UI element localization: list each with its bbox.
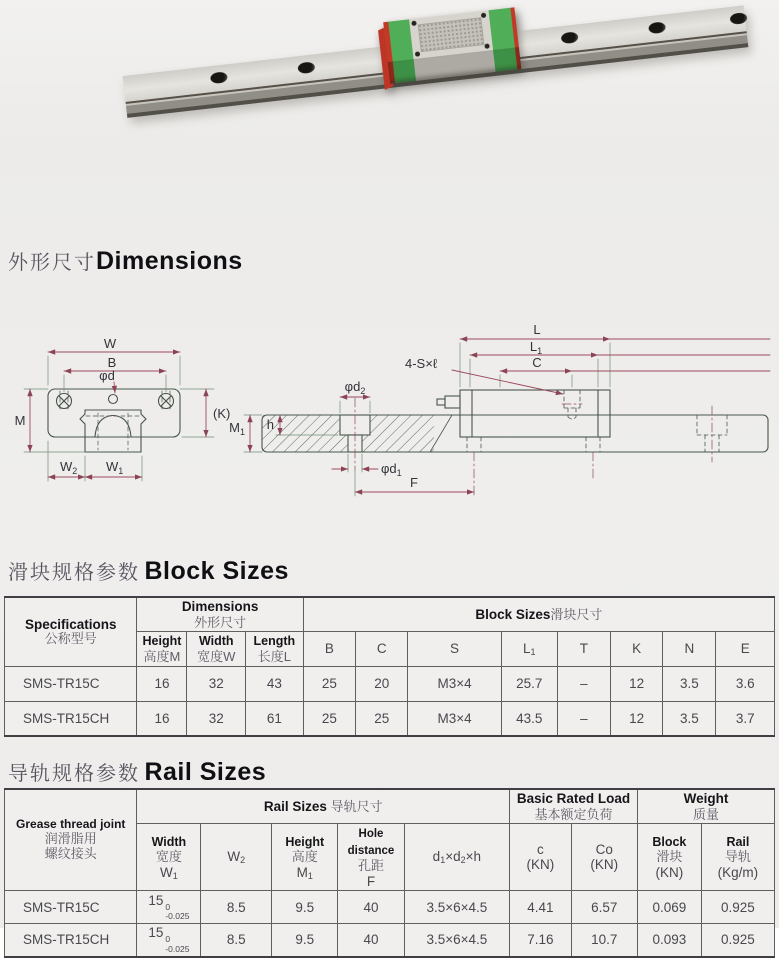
col-header-E: E	[716, 632, 775, 666]
col-header-S: S	[408, 632, 501, 666]
product-photo	[70, 0, 760, 175]
linear-rail-image	[123, 5, 749, 117]
dim-label-phi-d2: $\varphi d_2$	[344, 379, 366, 396]
dim-label-W: W	[103, 336, 117, 351]
col-header-C: C	[356, 632, 408, 666]
header-rated-load-group: Basic Rated Load 基本额定负荷	[510, 789, 638, 824]
col-header-block-weight: Block 滑块 (KN)	[637, 824, 701, 891]
col-header-F: Hole distance 孔距 F	[338, 824, 404, 891]
header-rail-sizes-group: Rail Sizes 导轨尺寸	[137, 789, 510, 824]
cell-C: 20	[356, 666, 408, 701]
rail-sizes-heading	[8, 757, 266, 787]
cell-c: 7.16	[510, 924, 572, 957]
cell-S: M3×4	[408, 666, 501, 701]
cell-F: 40	[338, 891, 404, 924]
cell-length: 43	[246, 666, 304, 701]
cell-K: 12	[610, 701, 662, 736]
cell-W1: 15 0 -0.025	[137, 924, 201, 957]
cell-S: M3×4	[408, 701, 501, 736]
dim-label-W2: $W_2$	[60, 459, 78, 476]
cell-length: 61	[246, 701, 304, 736]
dim-label-L1: $L_1$	[529, 339, 543, 356]
block-sizes-heading-en: Block Sizes	[144, 557, 289, 585]
block-screw-hole	[411, 21, 417, 27]
header-block-sizes-group: Block Sizes滑块尺寸	[303, 597, 774, 632]
cell-d1d2h: 3.5×6×4.5	[404, 891, 509, 924]
dim-label-C: C	[532, 355, 542, 370]
cell-width: 32	[187, 666, 246, 701]
cell-Co: 6.57	[571, 891, 637, 924]
cross-section-drawing	[15, 336, 231, 481]
cell-model: SMS-TR15CH	[5, 924, 137, 957]
cell-height: 16	[137, 666, 187, 701]
block-sizes-heading	[8, 556, 289, 586]
dim-label-B: B	[107, 355, 117, 370]
col-header-length: Length 长度L	[246, 632, 304, 666]
cell-rail-weight: 0.925	[701, 924, 774, 957]
block-screw-hole	[481, 13, 487, 19]
header-dimensions-group: Dimensions 外形尺寸	[137, 597, 303, 632]
col-header-B: B	[303, 632, 355, 666]
cell-T: –	[557, 701, 610, 736]
col-header-M1: Height 高度 $M_1$	[272, 824, 338, 891]
col-header-N: N	[663, 632, 716, 666]
col-header-height: Height 高度M	[137, 632, 187, 666]
dim-label-M1: $M_1$	[229, 420, 245, 437]
dim-label-M: M	[14, 413, 26, 428]
table-row	[5, 789, 775, 824]
dim-label-K: (K)	[213, 406, 231, 421]
dim-label-F: F	[410, 475, 418, 490]
rail-mounting-hole	[648, 21, 666, 34]
cell-F: 40	[338, 924, 404, 957]
cell-E: 3.7	[716, 701, 775, 736]
table-row	[5, 701, 775, 736]
cell-W2: 8.5	[201, 924, 272, 957]
header-weight-group: Weight 质量	[637, 789, 774, 824]
cell-model: SMS-TR15C	[5, 666, 137, 701]
col-header-width: Width 宽度W	[187, 632, 246, 666]
cell-N: 3.5	[663, 701, 716, 736]
table-row	[5, 666, 775, 701]
cell-K: 12	[610, 666, 662, 701]
table-row	[5, 924, 775, 957]
rail-sizes-heading-zh: 导轨规格参数	[8, 763, 140, 785]
dim-label-L: L	[533, 322, 541, 337]
cell-Co: 10.7	[571, 924, 637, 957]
col-header-L1: $L_1$	[501, 632, 557, 666]
col-header-K: K	[610, 632, 662, 666]
cell-B: 25	[303, 701, 355, 736]
dim-label-screws: 4-S×ℓ	[405, 356, 438, 371]
cell-d1d2h: 3.5×6×4.5	[404, 924, 509, 957]
col-header-c: c (KN)	[510, 824, 572, 891]
dimensions-heading	[8, 246, 243, 276]
dim-label-h: h	[266, 417, 274, 432]
col-header-W2: $W_2$	[201, 824, 272, 891]
rail-mounting-hole	[561, 31, 579, 44]
cell-block-weight: 0.069	[637, 891, 701, 924]
cell-block-weight: 0.093	[637, 924, 701, 957]
cell-C: 25	[356, 701, 408, 736]
rail-sizes-table	[4, 788, 775, 958]
cell-W1: 15 0 -0.025	[137, 891, 201, 924]
rail-mounting-hole	[297, 61, 315, 74]
cell-height: 16	[137, 701, 187, 736]
dimensions-heading-zh: 外形尺寸	[8, 252, 96, 274]
header-specifications: Specifications 公称型号	[5, 597, 137, 666]
cell-c: 4.41	[510, 891, 572, 924]
dim-label-phi-d1: $\varphi d_1$	[381, 461, 402, 478]
cell-M1: 9.5	[272, 891, 338, 924]
col-header-W1: Width 宽度 $W_1$	[137, 824, 201, 891]
table-row	[5, 597, 775, 632]
cell-E: 3.6	[716, 666, 775, 701]
block-knurl-plate	[418, 17, 485, 52]
cell-B: 25	[303, 666, 355, 701]
block-screw-hole	[484, 43, 490, 49]
block-screw-hole	[415, 51, 421, 57]
cell-N: 3.5	[663, 666, 716, 701]
cell-model: SMS-TR15CH	[5, 701, 137, 736]
col-header-Co: Co (KN)	[571, 824, 637, 891]
block-sizes-heading-zh: 滑块规格参数	[8, 562, 140, 584]
table-row	[5, 891, 775, 924]
dim-label-W1: $W_1$	[106, 459, 124, 476]
side-view-drawing	[229, 322, 770, 496]
cell-rail-weight: 0.925	[701, 891, 774, 924]
cell-T: –	[557, 666, 610, 701]
rail-mounting-hole	[210, 71, 228, 84]
col-header-d1d2h: $d_1\times d_2\times h$	[404, 824, 509, 891]
col-header-rail-weight: Rail 导轨 (Kg/m)	[701, 824, 774, 891]
rail-mounting-hole	[729, 12, 747, 25]
cell-width: 32	[187, 701, 246, 736]
dimension-drawings	[0, 315, 779, 520]
col-header-T: T	[557, 632, 610, 666]
dimensions-heading-en: Dimensions	[96, 247, 243, 275]
cell-M1: 9.5	[272, 924, 338, 957]
cell-W2: 8.5	[201, 891, 272, 924]
header-grease-joint: Grease thread joint 润滑脂用 螺纹接头	[5, 789, 137, 891]
cell-L1: 43.5	[501, 701, 557, 736]
dim-label-phi-d: φd	[99, 368, 115, 383]
cell-model: SMS-TR15C	[5, 891, 137, 924]
rail-sizes-heading-en: Rail Sizes	[144, 758, 267, 786]
block-sizes-table	[4, 596, 775, 737]
cell-L1: 25.7	[501, 666, 557, 701]
